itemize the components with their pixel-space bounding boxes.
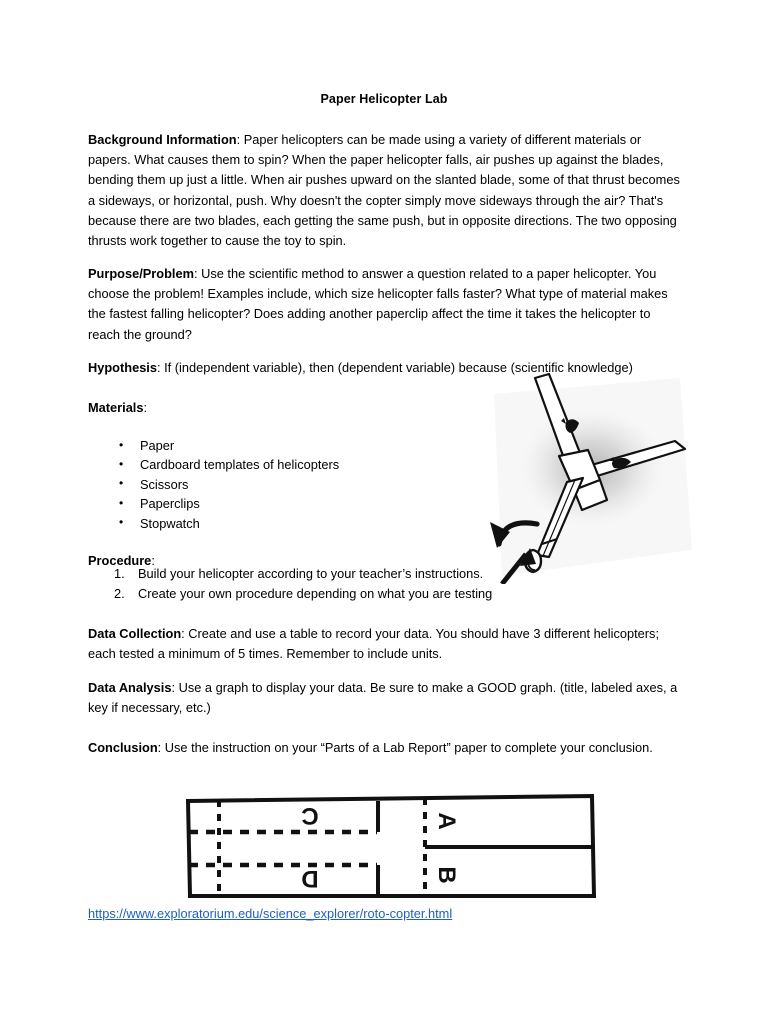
- template-label-d: D: [301, 865, 319, 892]
- list-item-label: Create your own procedure depending on what you are testing: [138, 585, 493, 601]
- helicopter-cut-template: [182, 790, 602, 902]
- section-body-purpose-problem: Use the scientific method to answer a question related to a paper helicopter. You choose the problem! Examples include, which size helicopter falls faster? What type of material makes the fastest falling helicopter? Does adding another paperclip affect the time it takes the helicopter to reach the ground?: [88, 266, 668, 342]
- section-heading-procedure: Procedure: [88, 553, 152, 568]
- list-item-label: Paper: [140, 438, 175, 453]
- section-data-collection: [88, 624, 680, 664]
- section-heading-data-analysis: Data Analysis: [88, 680, 172, 695]
- section-body-hypothesis: If (independent variable), then (dependent variable) because (scientific knowledge): [164, 360, 633, 375]
- section-heading-data-collection: Data Collection: [88, 626, 182, 641]
- section-body-background-information: Paper helicopters can be made using a variety of different materials or papers. What causes them to spin? When the paper helicopter falls, air pushes up against the blades, bending them up just a little. When air pushes upward on the slanted blade, some of that thrust becomes a sideways, or horizontal, push. Why doesn't the copter simply move sideways through the air? That's because there are two blades, each getting the same push, but in opposite directions. The two opposing thrusts work together to cause the toy to spin.: [88, 132, 680, 249]
- template-label-a: A: [433, 812, 460, 830]
- list-item-number: 1.: [114, 566, 125, 581]
- section-separator: :: [171, 680, 179, 695]
- section-body-conclusion: Use the instruction on your “Parts of a Lab Report” paper to complete your conclusion.: [164, 740, 653, 755]
- section-separator: :: [143, 400, 148, 415]
- section-heading-background-information: Background Information: [88, 132, 237, 147]
- section-body-data-analysis: Use a graph to display your data. Be sure to make a GOOD graph. (title, labeled axes, a key if necessary, etc.): [88, 680, 678, 716]
- section-separator: :: [181, 626, 189, 641]
- section-heading-materials: Materials: [88, 400, 144, 415]
- paper-helicopter-drawing: [466, 372, 700, 584]
- list-item: [88, 584, 628, 604]
- template-label-c: C: [301, 802, 319, 829]
- section-data-analysis: [88, 678, 680, 718]
- section-purpose-problem: [88, 264, 680, 345]
- template-label-b: B: [433, 866, 460, 884]
- section-separator: :: [193, 266, 202, 281]
- list-item-label: Paperclips: [140, 496, 200, 512]
- section-conclusion: [88, 738, 680, 758]
- section-separator: :: [151, 553, 155, 568]
- section-separator: :: [236, 132, 244, 147]
- section-heading-conclusion: Conclusion: [88, 740, 158, 755]
- list-item-label: Scissors: [140, 476, 189, 492]
- section-heading-purpose-problem: Purpose/Problem: [88, 266, 194, 281]
- source-url-link[interactable]: https://www.exploratorium.edu/science_explorer/roto-copter.html: [88, 906, 453, 921]
- list-item-label: Stopwatch: [140, 515, 200, 531]
- section-separator: :: [156, 360, 165, 375]
- page-title: Paper Helicopter Lab: [320, 92, 448, 106]
- list-item-label: Build your helicopter according to your teacher’s instructions.: [138, 566, 484, 581]
- section-heading-hypothesis: Hypothesis: [88, 360, 157, 375]
- list-item-label: Cardboard templates of helicopters: [140, 457, 340, 473]
- list-item-number: 2.: [114, 585, 125, 601]
- section-body-data-collection: Create and use a table to record your data. You should have 3 different helicopters; each tested a minimum of 5 times. Remember to include units.: [88, 626, 660, 662]
- section-background-information: [88, 130, 680, 251]
- section-separator: :: [157, 740, 165, 755]
